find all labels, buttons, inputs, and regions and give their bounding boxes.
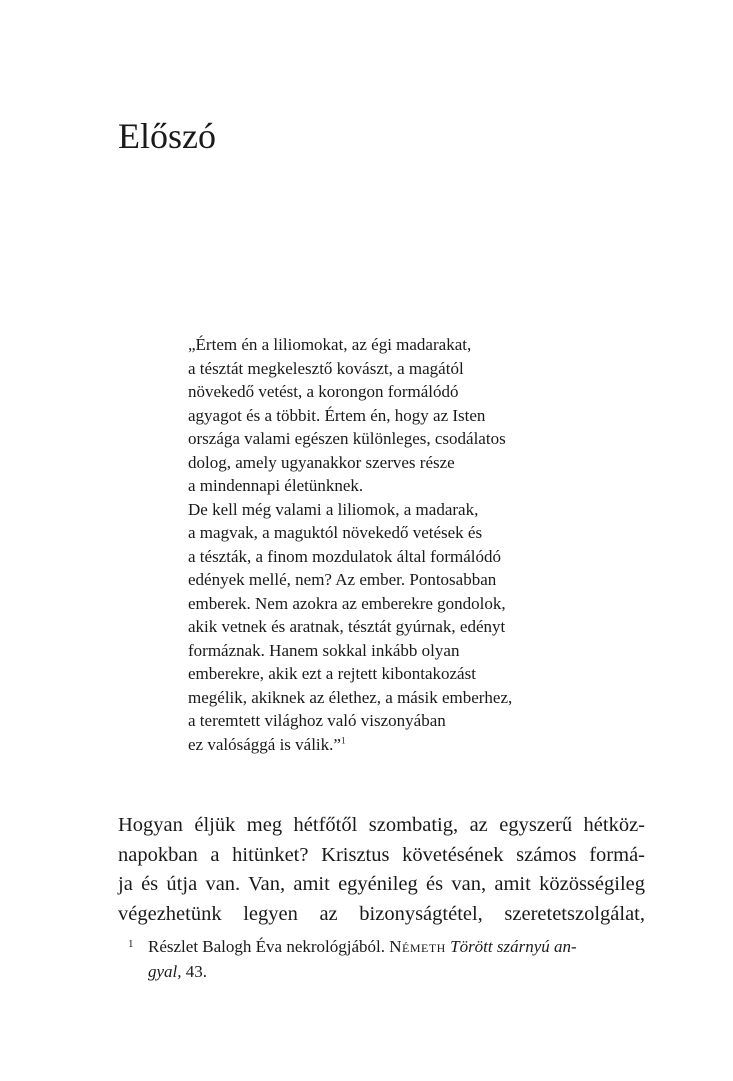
footnote-line [148, 959, 646, 984]
footnote-author: Németh [389, 937, 446, 956]
quote-line: De kell még valami a liliomok, a madarak, [188, 499, 479, 519]
quote-line: agyagot és a többit. Értem én, hogy az Isten [188, 405, 486, 425]
footnote-book-title: Törött szárnyú an- [450, 937, 577, 956]
quote-line: növekedő vetést, a korongon formálódó [188, 382, 459, 401]
quote-line: országa valami egészen különleges, csodálatos [188, 429, 506, 448]
footnote-page: 43. [185, 962, 208, 981]
quote-line: edények mellé, nem? Az ember. Pontosabban [188, 570, 497, 589]
quote-line: formáznak. Hanem sokkal inkább olyan [188, 640, 460, 660]
quote-line-last [188, 733, 588, 757]
quote-line: a mindennapi életünknek. [188, 476, 364, 495]
quote-line: „Értem én a liliomokat, az égi madarakat, [188, 335, 472, 354]
page-title: Előszó [118, 116, 216, 156]
footnote-number: 1 [128, 938, 134, 950]
epigraph-quote [188, 333, 588, 756]
footnote-book-title-cont: gyal, [148, 962, 182, 981]
body-paragraph [118, 811, 645, 929]
footnote-prefix: Részlet Balogh Éva nekrológjából. [148, 937, 385, 956]
body-line: végezhetünk legyen az bizonyságtétel, szeretetszolgálat, [118, 902, 645, 925]
quote-line: a teremtett világhoz való viszonyában [188, 711, 446, 730]
quote-line: akik vetnek és aratnak, tésztát gyúrnak, edényt [188, 617, 506, 636]
quote-line: a magvak, a maguktól növekedő vetések és [188, 523, 483, 542]
quote-line: emberek. Nem azokra az emberekre gondolok, [188, 593, 506, 613]
footnote-text [148, 934, 646, 984]
quote-line-text: ez valósággá is válik.” [188, 734, 341, 754]
quote-line: dolog, amely ugyanakkor szerves része [188, 452, 455, 472]
quote-line: a tésztát megkelesztő kovászt, a magától [188, 358, 464, 378]
quote-line: megélik, akiknek az élethez, a másik emberhez, [188, 687, 513, 707]
quote-line: a tészták, a finom mozdulatok által formálódó [188, 546, 501, 566]
footnote-reference[interactable]: 1 [340, 734, 346, 745]
quote-line: emberekre, akik ezt a rejtett kibontakozást [188, 664, 476, 683]
body-line: napokban a hitünket? Krisztus követésének számos formá- [118, 843, 645, 866]
footnote-line [148, 934, 646, 959]
body-line: ja és útja van. Van, amit egyénileg és van, amit közösségileg [118, 873, 645, 895]
body-line: Hogyan éljük meg hétfőtől szombatig, az egyszerű hétköz- [118, 814, 645, 836]
